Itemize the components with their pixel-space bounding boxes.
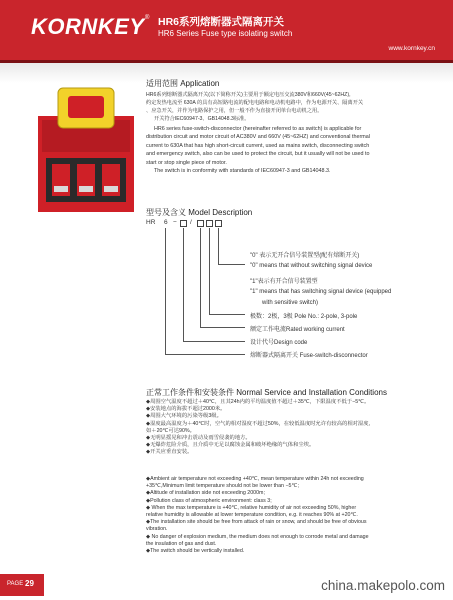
- connector-line: [218, 228, 219, 264]
- condition-zh-item: 如＋20℃可达90%。: [146, 427, 195, 434]
- connector-line: [209, 228, 210, 314]
- model-box-signal: [215, 220, 222, 227]
- connector-line: [183, 341, 245, 342]
- condition-zh-item: ◆无爆炸危险介质，且介质中无足以腐蚀金属和破坏绝缘的气体和尘埃。: [146, 442, 315, 449]
- model-item: "0" 表示无开合信号装置型(配有熔断开关): [250, 253, 360, 259]
- model-item: with sensitive switch): [262, 300, 319, 306]
- model-item: 极数：2极，3极 Pole No.: 2-pole, 3-pole: [250, 314, 358, 320]
- condition-en-item: ◆The installation site should be free from attack of rain or snow, and should be free of obvious: [146, 519, 367, 526]
- watermark: china.makepolo.com: [321, 578, 445, 593]
- model-code-slash: /: [190, 219, 192, 226]
- condition-en-item: relative humidity is allowable at lower temperature condition, e.g. it reaches 90% at +20℃.: [146, 512, 358, 519]
- connector-line: [183, 228, 184, 341]
- condition-zh-item: ◆安装地点的海拔不超过2000米。: [146, 406, 226, 413]
- application-en-line: start or stop single piece of motor.: [146, 159, 227, 166]
- model-box-poles: [206, 220, 213, 227]
- header-shadow-band: [0, 63, 453, 83]
- product-handle-gap: [68, 96, 104, 118]
- conditions-title: 正常工作条件和安装条件 Normal Service and Installation Conditions: [146, 388, 387, 397]
- condition-zh-item: ◆周围大气环境的污染等级3级。: [146, 413, 222, 420]
- condition-zh-item: ◆无明显摇晃和冲击震动及雨雪侵袭的地方。: [146, 435, 251, 442]
- connector-line: [200, 327, 245, 328]
- page-label: PAGE: [7, 581, 24, 587]
- model-code-6: 6: [164, 219, 168, 226]
- website-url: www.kornkey.cn: [388, 45, 435, 52]
- model-code-dash: −: [173, 219, 177, 226]
- terminal-3: [104, 186, 118, 192]
- condition-zh-item: ◆开关应垂直安装。: [146, 449, 193, 456]
- model-item: 额定工作电流Rated working current: [250, 327, 345, 333]
- condition-en-item: ◆ When the max temperature is +40℃, relative humidity of air not exceeding 50%, higher: [146, 504, 357, 511]
- kornkey-logo: KORNKEY: [31, 14, 145, 39]
- application-zh-line: 约定发热电流至 630A 的具有高短路电流的配电电路和电动机电路中，作为电源开关、隔离开关: [146, 100, 364, 106]
- product-image: [32, 86, 140, 216]
- condition-en-item: ◆Ambient air temperature not exceeding +40℃, mean temperature within 24h not exceeding: [146, 476, 364, 482]
- condition-en-item: vibration.: [146, 526, 168, 533]
- model-item: 熔断器式隔离开关 Fuse-switch-disconnector: [250, 353, 368, 359]
- condition-en-item: ◆Altitude of installation side not exceeding 2000m;: [146, 490, 265, 497]
- application-en-line: distribution circuit and motor circuit of AC380V and 660V (45~62HZ) and conventional thermal: [146, 134, 370, 141]
- conditions-zh: [146, 399, 441, 457]
- application-en-line: The switch is in conformity with standards of IEC60947-3 and GB14048.3.: [154, 168, 331, 175]
- application-zh: [146, 91, 436, 123]
- condition-zh-item: ◆周围空气温度不超过＋40℃，且其24h内的平均温度值不超过＋35℃，下限温度不低于−5℃。: [146, 399, 370, 405]
- model-box-design: [180, 220, 187, 227]
- connector-line: [209, 314, 245, 315]
- application-zh-line: 开关符合IEC60947-3、GB14048.3标准。: [154, 116, 250, 122]
- application-zh-line: 、应急开关，并作为电路保护之用，但一般不作为直接开闭单台电动机之用。: [146, 108, 323, 114]
- conditions-en: [146, 476, 441, 555]
- registered-mark: ®: [145, 15, 150, 21]
- model-item: 设计代号Design code: [250, 340, 308, 346]
- connector-line: [218, 264, 245, 265]
- terminal-1: [54, 186, 68, 192]
- application-en: [146, 125, 436, 175]
- application-title: 适用范围 Application: [146, 79, 220, 88]
- connector-line: [200, 228, 201, 327]
- condition-en-item: ◆Pollution class of atmospheric environment: class 3;: [146, 497, 272, 504]
- connector-line: [165, 228, 166, 354]
- connector-line: [165, 354, 245, 355]
- model-code-hr: HR: [146, 219, 156, 226]
- terminal-2: [79, 186, 93, 192]
- application-zh-line: HR6系列熔断器式隔离开关(以下简称开关)主要用于额定电压交流380V和660V(45~62HZ),: [146, 92, 351, 98]
- header-title-en: HR6 Series Fuse type isolating switch: [158, 29, 293, 38]
- model-item: "1"表示有开合信号装置型: [250, 279, 318, 285]
- condition-en-item: the insulation of gas and dust.: [146, 540, 217, 547]
- header-title-zh: HR6系列熔断器式隔离开关: [158, 16, 285, 28]
- page-number: 29: [25, 579, 34, 588]
- application-en-line: and emergency switch, also can be used to protect the circuit, but it usually will not be used to: [146, 151, 370, 158]
- condition-en-item: ◆ No danger of explosion medium, the medium does not enough to corrode metal and damage: [146, 533, 369, 540]
- application-en-line: current to 630A that has high short-circuit current, used as mains switch, disconnecting switch: [146, 142, 370, 149]
- condition-zh-item: ◆湿度最高温度为＋40℃时，空气的相对湿度不超过50%，在较低温度时允许有较高的相对湿度,: [146, 420, 370, 427]
- condition-en-item: +35℃,Minimum limit temperature should not be lower than −5℃;: [146, 483, 299, 490]
- model-item: "1" means that has switching signal device (equipped: [250, 289, 392, 295]
- model-title: 型号及含义 Model Description: [146, 208, 253, 217]
- model-item: "0" means that without switching signal device: [250, 263, 373, 269]
- condition-en-item: ◆The switch should be vertically installed.: [146, 548, 245, 555]
- application-en-line: HR6 series fuse-switch-disconnector (hereinafter referred to as switch) is applicable for: [154, 126, 362, 132]
- model-box-current: [197, 220, 204, 227]
